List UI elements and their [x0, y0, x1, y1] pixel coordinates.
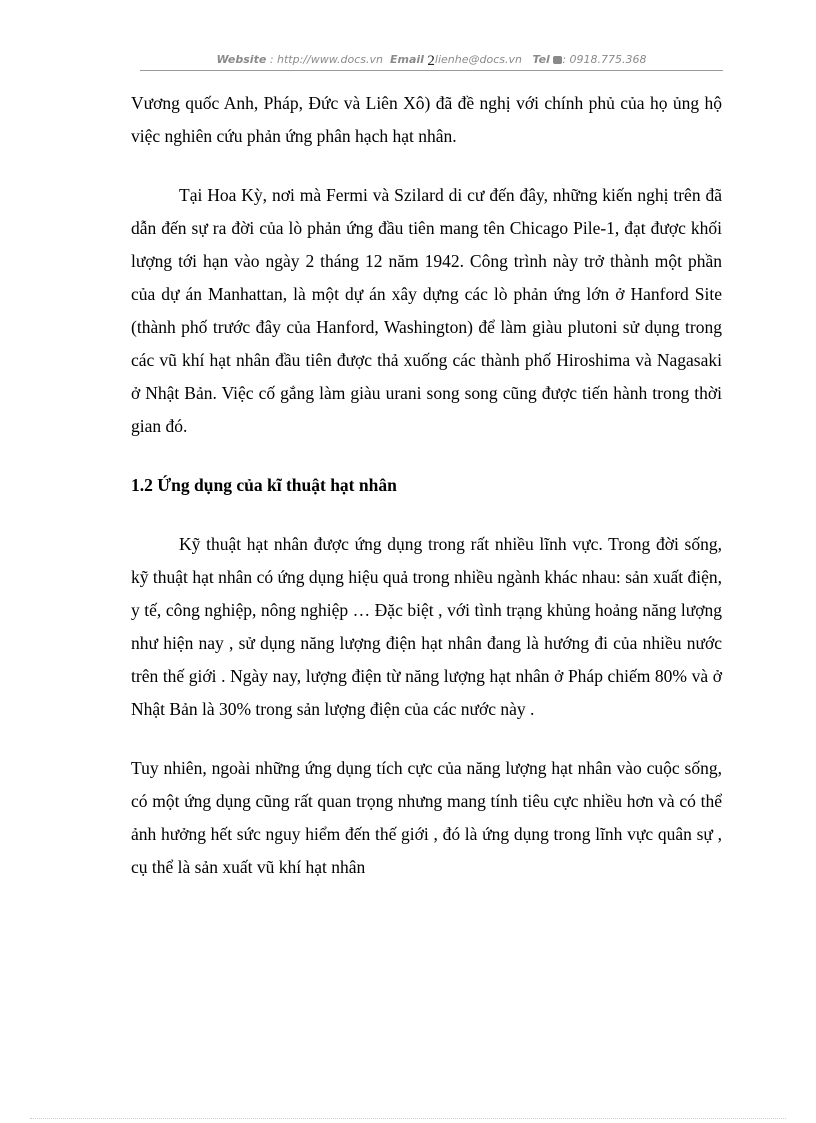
website-url[interactable]: : http://www.docs.vn [269, 53, 383, 66]
document-body [131, 87, 722, 910]
section-heading: 1.2 Ứng dụng của kĩ thuật hạt nhân [131, 475, 397, 495]
page-number: 2 [427, 53, 435, 69]
website-label: Website [216, 53, 267, 66]
paragraph-history: Tại Hoa Kỳ, nơi mà Fermi và Szilard di cư đến đây, những kiến nghị trên đã dẫn đến sự ra đời của lò phản ứng đầu tiên mang tên Chicago Pile-1, đạt được khối lượng tới hạn vào ngày 2 tháng 12 năm 1942. Công trình này trở thành một phần của dự án Manhattan, là một dự án xây dựng các lò phản ứng lớn ở Hanford Site (thành phố trước đây của Hanford, Washington) để làm giàu plutoni sử dụng trong các vũ khí hạt nhân đầu tiên được thả xuống các thành phố Hiroshima và Nagasaki ở Nhật Bản. Việc cố gắng làm giàu urani song song cũng được tiến hành trong thời gian đó. [131, 185, 722, 436]
paragraph-military: Tuy nhiên, ngoài những ứng dụng tích cực của năng lượng hạt nhân vào cuộc sống, có một ứng dụng cũng rất quan trọng nhưng mang tính tiêu cực nhiều hơn và có thể ảnh hưởng hết sức nguy hiểm đến thế giới , đó là ứng dụng trong lĩnh vực quân sự , cụ thể là sản xuất vũ khí hạt nhân [131, 758, 722, 877]
page-header [140, 50, 723, 71]
paragraph-continuation: Vương quốc Anh, Pháp, Đức và Liên Xô) đã đề nghị với chính phủ của họ ủng hộ việc nghiên cứu phản ứng phân hạch hạt nhân. [131, 93, 722, 146]
email-label: Email [389, 53, 424, 66]
tel-number: : 0918.775.368 [562, 53, 647, 66]
paragraph-applications: Kỹ thuật hạt nhân được ứng dụng trong rất nhiều lĩnh vực. Trong đời sống, kỹ thuật hạt nhân có ứng dụng hiệu quả trong nhiều ngành khác nhau: sản xuất điện, y tế, công nghiệp, nông nghiệp … Đặc biệt , với tình trạng khủng hoảng năng lượng như hiện nay , sử dụng năng lượng điện hạt nhân đang là hướng đi của nhiều nước trên thế giới . Ngày nay, lượng điện từ năng lượng hạt nhân ở Pháp chiếm 80% và ở Nhật Bản là 30% trong sản lượng điện của các nước này . [131, 534, 722, 719]
phone-icon [553, 56, 562, 64]
tel-label: Tel [532, 53, 550, 66]
page-footer-divider [30, 1118, 786, 1119]
email-address[interactable]: lienhe@docs.vn [434, 53, 522, 66]
